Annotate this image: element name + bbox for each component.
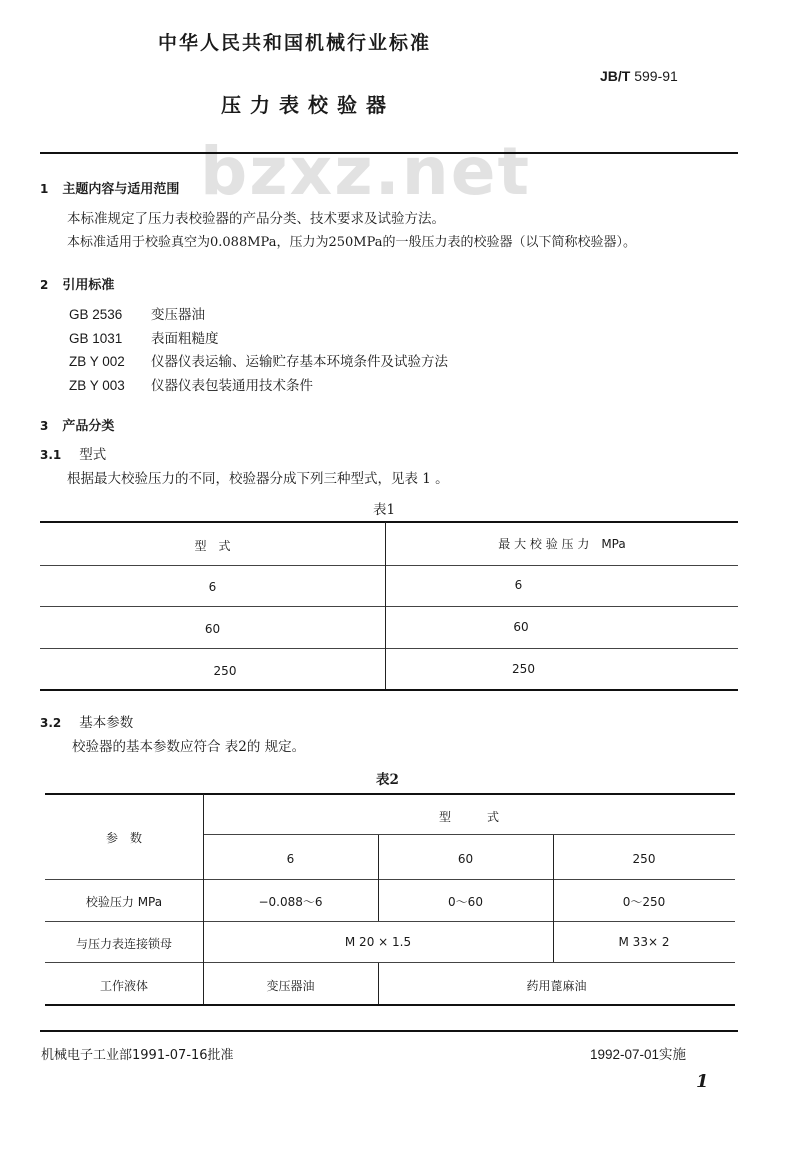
page-number: 1 <box>696 1071 709 1092</box>
table2-cell: M 33× 2 <box>618 935 670 949</box>
table1-cell: 6 <box>514 578 523 592</box>
table2-header-parameter: 参 数 <box>105 831 142 845</box>
reference-item: GB 2536 变压器油 <box>69 307 205 323</box>
table2-cell: 药用蓖麻油 <box>526 979 587 993</box>
reference-item: ZB Y 003 仪器仪表包装通用技术条件 <box>69 378 313 394</box>
subsection-3-2-heading: 3.2 基本参数 <box>40 715 134 731</box>
table1-divider <box>40 606 738 607</box>
table2-caption: 表2 <box>376 772 399 788</box>
approval-date: 机械电子工业部1991-07-16批准 <box>41 1048 234 1063</box>
table1-cell: 6 <box>208 580 217 594</box>
section1-para1: 本标准规定了压力表校验器的产品分类、技术要求及试验方法。 <box>67 211 445 227</box>
effective-date: 1992-07-01实施 <box>590 1047 687 1062</box>
header-rule <box>40 152 738 154</box>
table1-top-rule <box>40 521 738 523</box>
table1-caption: 表1 <box>373 502 396 518</box>
table1-header-type: 型 式 <box>194 539 231 553</box>
reference-item: ZB Y 002 仪器仪表运输、运输贮存基本环境条件及试验方法 <box>69 354 448 370</box>
table2-type-60: 60 <box>457 852 474 866</box>
table2-divider <box>45 962 735 963</box>
standard-number: 599-91 <box>634 68 678 84</box>
table2-top-rule <box>45 793 735 795</box>
table2-header-type: 型 式 <box>438 810 499 824</box>
table2-cell: 0～250 <box>622 895 666 909</box>
table2-bottom-rule <box>45 1004 735 1006</box>
section1-heading: 1 主题内容与适用范围 <box>40 182 180 197</box>
table2-cell: −0.088～6 <box>258 895 323 909</box>
document-title: 压力表校验器 <box>221 93 395 117</box>
table2-cell: M 20 × 1.5 <box>344 935 412 949</box>
table1-cell: 60 <box>513 620 529 634</box>
reference-item: GB 1031 表面粗糙度 <box>69 331 219 347</box>
section3-heading: 3 产品分类 <box>40 419 115 434</box>
table2-param-working-fluid: 工作液体 <box>99 979 148 993</box>
section1-para2: 本标准适用于校验真空为0.088MPa，压力为250MPa的一般压力表的校验器（以下简称校验器）。 <box>67 235 636 250</box>
table2-cell: 0～60 <box>448 895 483 909</box>
table1-divider <box>40 648 738 649</box>
table2-cell: 变压器油 <box>266 979 315 993</box>
issuing-organization: 中华人民共和国机械行业标准 <box>158 32 432 54</box>
table2-type-250: 250 <box>632 852 656 866</box>
subsection-3-1-heading: 3.1 型式 <box>40 447 107 463</box>
table2-divider <box>45 921 735 922</box>
table2-divider <box>203 834 735 835</box>
footer-rule <box>40 1030 738 1032</box>
table2-divider <box>45 879 735 880</box>
standard-code <box>600 68 678 84</box>
table1-cell: 250 <box>213 664 237 678</box>
table1-header-max-pressure: 最 大 校 验 压 力 MPa <box>498 537 626 551</box>
subsection-3-2-text: 校验器的基本参数应符合 表2的 规定。 <box>72 739 306 755</box>
table1-divider <box>40 565 738 566</box>
table2-type-6: 6 <box>286 852 295 866</box>
standard-prefix: JB/T <box>600 68 631 84</box>
table2-param-lock-nut: 与压力表连接锁母 <box>75 937 172 951</box>
section2-heading: 2 引用标准 <box>40 278 115 293</box>
table1-cell: 250 <box>512 662 535 676</box>
table1-bottom-rule <box>40 689 738 691</box>
table1-cell: 60 <box>204 622 221 636</box>
watermark: bzxz.net <box>200 133 532 210</box>
subsection-3-1-text: 根据最大校验压力的不同，校验器分成下列三种型式，见表 1 。 <box>67 471 449 487</box>
table2-param-calibration-pressure: 校验压力 MPa <box>85 895 163 909</box>
